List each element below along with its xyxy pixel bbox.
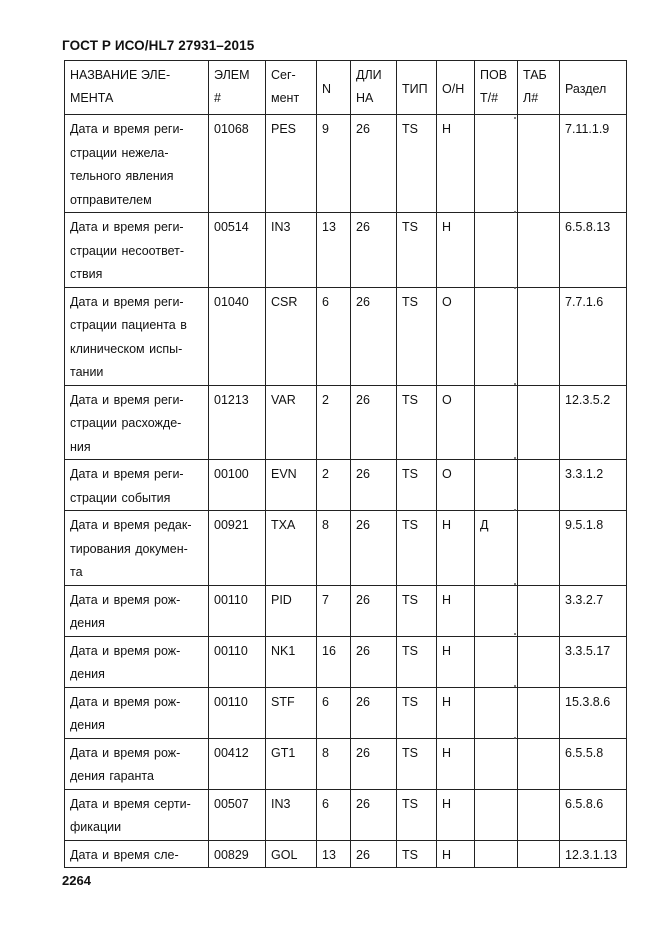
cell-on: Н bbox=[437, 840, 475, 868]
cell-on: Н bbox=[437, 213, 475, 288]
cell-pov bbox=[475, 738, 518, 789]
cell-pov bbox=[475, 840, 518, 868]
cell-section: 9.5.1.8 bbox=[560, 511, 627, 586]
cell-tabl bbox=[518, 213, 560, 288]
header-type bbox=[397, 61, 437, 115]
scan-speck bbox=[514, 457, 516, 459]
data-elements-table bbox=[64, 60, 627, 868]
header-tabl bbox=[518, 61, 560, 115]
header-segment bbox=[266, 61, 317, 115]
scan-speck bbox=[514, 583, 516, 585]
table-row bbox=[65, 385, 627, 460]
cell-type: TS bbox=[397, 213, 437, 288]
table-row bbox=[65, 287, 627, 385]
cell-elem: 00921 bbox=[209, 511, 266, 586]
cell-pov bbox=[475, 287, 518, 385]
cell-tabl bbox=[518, 115, 560, 213]
header-len-text: ДЛИ НА bbox=[356, 68, 382, 105]
cell-n: 8 bbox=[317, 738, 351, 789]
cell-pov bbox=[475, 585, 518, 636]
cell-elem: 00110 bbox=[209, 585, 266, 636]
cell-len: 26 bbox=[351, 840, 397, 868]
cell-type: TS bbox=[397, 789, 437, 840]
header-elem bbox=[209, 61, 266, 115]
cell-len: 26 bbox=[351, 687, 397, 738]
table-row bbox=[65, 636, 627, 687]
header-segment-text: Сег- мент bbox=[271, 68, 300, 105]
cell-segment: STF bbox=[266, 687, 317, 738]
cell-type: TS bbox=[397, 738, 437, 789]
cell-n: 13 bbox=[317, 213, 351, 288]
cell-n: 16 bbox=[317, 636, 351, 687]
cell-segment: TXA bbox=[266, 511, 317, 586]
cell-type: TS bbox=[397, 511, 437, 586]
header-pov bbox=[475, 61, 518, 115]
cell-name: Дата и время реги- страции несоответ- ствия bbox=[65, 213, 209, 288]
cell-section: 3.3.5.17 bbox=[560, 636, 627, 687]
cell-segment: VAR bbox=[266, 385, 317, 460]
cell-section: 15.3.8.6 bbox=[560, 687, 627, 738]
header-pov-text: ПОВ Т/# bbox=[480, 68, 508, 105]
cell-segment: NK1 bbox=[266, 636, 317, 687]
cell-pov bbox=[475, 789, 518, 840]
table-row bbox=[65, 115, 627, 213]
header-section-text: Раздел bbox=[565, 81, 607, 96]
cell-type: TS bbox=[397, 385, 437, 460]
cell-n: 13 bbox=[317, 840, 351, 868]
cell-name: Дата и время рож- дения гаранта bbox=[65, 738, 209, 789]
header-n bbox=[317, 61, 351, 115]
cell-on: О bbox=[437, 460, 475, 511]
scan-speck bbox=[514, 287, 516, 289]
table-row bbox=[65, 789, 627, 840]
page-number: 2264 bbox=[62, 873, 91, 888]
cell-segment: GT1 bbox=[266, 738, 317, 789]
cell-elem: 01213 bbox=[209, 385, 266, 460]
cell-on: Н bbox=[437, 687, 475, 738]
cell-len: 26 bbox=[351, 460, 397, 511]
cell-segment: IN3 bbox=[266, 213, 317, 288]
cell-name: Дата и время реги- страции нежела- тельного явления отправителем bbox=[65, 115, 209, 213]
cell-type: TS bbox=[397, 115, 437, 213]
table-row bbox=[65, 840, 627, 868]
table-row bbox=[65, 460, 627, 511]
header-tabl-text: ТАБ Л# bbox=[523, 68, 547, 105]
cell-elem: 00110 bbox=[209, 636, 266, 687]
cell-n: 8 bbox=[317, 511, 351, 586]
cell-tabl bbox=[518, 738, 560, 789]
cell-tabl bbox=[518, 460, 560, 511]
cell-tabl bbox=[518, 636, 560, 687]
cell-len: 26 bbox=[351, 738, 397, 789]
cell-on: Н bbox=[437, 738, 475, 789]
cell-n: 9 bbox=[317, 115, 351, 213]
cell-elem: 00100 bbox=[209, 460, 266, 511]
cell-name: Дата и время сле- bbox=[65, 840, 209, 868]
cell-name: Дата и время реги- страции события bbox=[65, 460, 209, 511]
cell-len: 26 bbox=[351, 511, 397, 586]
cell-elem: 01040 bbox=[209, 287, 266, 385]
cell-type: TS bbox=[397, 460, 437, 511]
scan-speck bbox=[514, 685, 516, 687]
cell-len: 26 bbox=[351, 636, 397, 687]
cell-name: Дата и время рож- дения bbox=[65, 687, 209, 738]
cell-segment: GOL bbox=[266, 840, 317, 868]
table-row bbox=[65, 687, 627, 738]
header-type-text: ТИП bbox=[402, 81, 428, 96]
cell-segment: EVN bbox=[266, 460, 317, 511]
cell-len: 26 bbox=[351, 115, 397, 213]
cell-on: О bbox=[437, 385, 475, 460]
cell-segment: PID bbox=[266, 585, 317, 636]
cell-tabl bbox=[518, 287, 560, 385]
cell-name: Дата и время редак- тирования докумен- та bbox=[65, 511, 209, 586]
cell-pov bbox=[475, 213, 518, 288]
cell-type: TS bbox=[397, 287, 437, 385]
cell-n: 2 bbox=[317, 460, 351, 511]
cell-name: Дата и время серти- фикации bbox=[65, 789, 209, 840]
cell-n: 6 bbox=[317, 789, 351, 840]
cell-n: 7 bbox=[317, 585, 351, 636]
cell-len: 26 bbox=[351, 213, 397, 288]
cell-segment: CSR bbox=[266, 287, 317, 385]
header-elem-text: ЭЛЕМ # bbox=[214, 68, 250, 105]
cell-n: 6 bbox=[317, 287, 351, 385]
header-name-text: НАЗВАНИЕ ЭЛЕ- МЕНТА bbox=[70, 68, 171, 105]
scan-speck bbox=[514, 211, 516, 213]
cell-len: 26 bbox=[351, 789, 397, 840]
cell-elem: 00110 bbox=[209, 687, 266, 738]
cell-tabl bbox=[518, 687, 560, 738]
cell-elem: 00412 bbox=[209, 738, 266, 789]
cell-n: 2 bbox=[317, 385, 351, 460]
table-row bbox=[65, 213, 627, 288]
header-name bbox=[65, 61, 209, 115]
cell-pov bbox=[475, 636, 518, 687]
cell-section: 6.5.8.6 bbox=[560, 789, 627, 840]
cell-section: 3.3.2.7 bbox=[560, 585, 627, 636]
table-row bbox=[65, 585, 627, 636]
header-on bbox=[437, 61, 475, 115]
cell-name: Дата и время рож- дения bbox=[65, 636, 209, 687]
table-row bbox=[65, 738, 627, 789]
cell-segment: PES bbox=[266, 115, 317, 213]
header-len bbox=[351, 61, 397, 115]
cell-section: 7.7.1.6 bbox=[560, 287, 627, 385]
cell-tabl bbox=[518, 585, 560, 636]
cell-tabl bbox=[518, 511, 560, 586]
cell-n: 6 bbox=[317, 687, 351, 738]
cell-pov bbox=[475, 115, 518, 213]
document-title: ГОСТ Р ИСО/HL7 27931–2015 bbox=[62, 38, 255, 53]
cell-len: 26 bbox=[351, 585, 397, 636]
cell-on: Н bbox=[437, 585, 475, 636]
cell-on: Н bbox=[437, 789, 475, 840]
cell-type: TS bbox=[397, 840, 437, 868]
cell-segment: IN3 bbox=[266, 789, 317, 840]
cell-section: 6.5.8.13 bbox=[560, 213, 627, 288]
cell-name: Дата и время реги- страции пациента в клиническом испы- тании bbox=[65, 287, 209, 385]
cell-section: 3.3.1.2 bbox=[560, 460, 627, 511]
header-n-text: N bbox=[322, 81, 332, 96]
scan-speck bbox=[514, 117, 516, 119]
cell-tabl bbox=[518, 789, 560, 840]
cell-tabl bbox=[518, 840, 560, 868]
cell-on: Н bbox=[437, 636, 475, 687]
cell-tabl bbox=[518, 385, 560, 460]
cell-len: 26 bbox=[351, 385, 397, 460]
cell-section: 7.11.1.9 bbox=[560, 115, 627, 213]
cell-type: TS bbox=[397, 585, 437, 636]
cell-pov bbox=[475, 460, 518, 511]
header-row bbox=[65, 61, 627, 115]
cell-elem: 00507 bbox=[209, 789, 266, 840]
cell-type: TS bbox=[397, 687, 437, 738]
scan-speck bbox=[514, 383, 516, 385]
cell-len: 26 bbox=[351, 287, 397, 385]
cell-elem: 00514 bbox=[209, 213, 266, 288]
cell-on: О bbox=[437, 287, 475, 385]
cell-name: Дата и время реги- страции расхожде- ния bbox=[65, 385, 209, 460]
cell-section: 12.3.5.2 bbox=[560, 385, 627, 460]
cell-on: Н bbox=[437, 115, 475, 213]
header-section bbox=[560, 61, 627, 115]
table-body bbox=[65, 115, 627, 868]
cell-pov bbox=[475, 385, 518, 460]
scan-speck bbox=[514, 737, 516, 739]
cell-name: Дата и время рож- дения bbox=[65, 585, 209, 636]
cell-pov bbox=[475, 687, 518, 738]
cell-pov: Д bbox=[475, 511, 518, 586]
cell-on: Н bbox=[437, 511, 475, 586]
cell-type: TS bbox=[397, 636, 437, 687]
scan-speck bbox=[514, 633, 516, 635]
cell-section: 12.3.1.13 bbox=[560, 840, 627, 868]
header-on-text: О/Н bbox=[442, 81, 465, 96]
table-row bbox=[65, 511, 627, 586]
cell-section: 6.5.5.8 bbox=[560, 738, 627, 789]
cell-elem: 01068 bbox=[209, 115, 266, 213]
scan-speck bbox=[514, 509, 516, 511]
cell-elem: 00829 bbox=[209, 840, 266, 868]
